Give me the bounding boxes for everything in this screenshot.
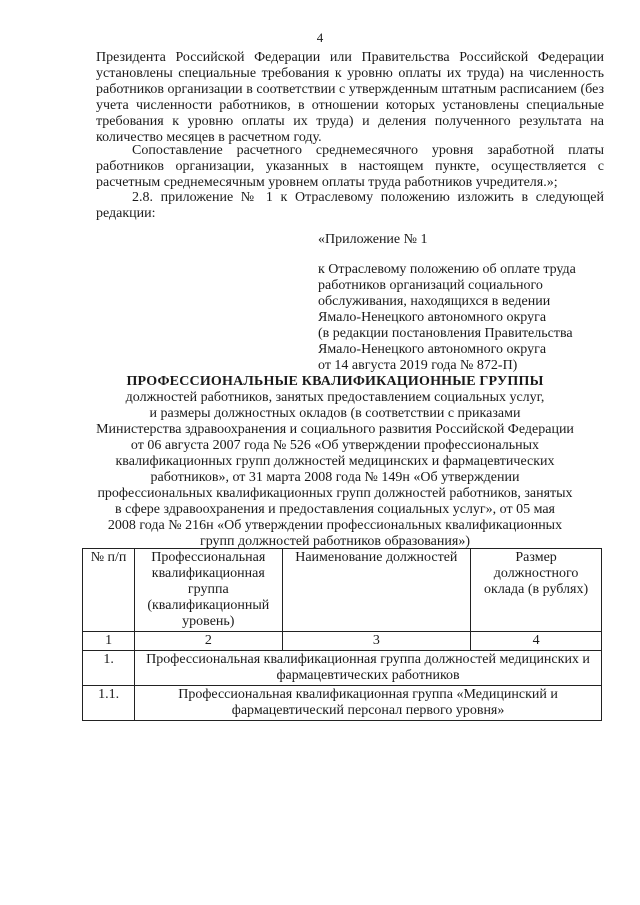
appendix-line: Ямало-Ненецкого автономного округа bbox=[318, 342, 547, 357]
section-heading bbox=[60, 374, 610, 550]
table-row bbox=[83, 686, 602, 721]
row-text: Профессиональная квалификационная группа «Медицинский и фармацевтический персонал первого уровня» bbox=[135, 686, 602, 721]
heading-line: групп должностей работников образования») bbox=[200, 534, 470, 549]
appendix-line: работников организаций социального bbox=[318, 278, 543, 293]
heading-line: от 06 августа 2007 года № 526 «Об утверждении профессиональных bbox=[130, 438, 540, 453]
table-index-row bbox=[83, 632, 602, 651]
body-paragraph-3 bbox=[96, 190, 604, 222]
row-num: 1. bbox=[83, 651, 135, 686]
header-name: Наименование должностей bbox=[282, 549, 471, 632]
page-number: 4 bbox=[316, 30, 324, 45]
heading-title: ПРОФЕССИОНАЛЬНЫЕ КВАЛИФИКАЦИОННЫЕ ГРУППЫ bbox=[126, 374, 544, 389]
header-group: Профессиональная квалификационная группа (квалификационный уровень) bbox=[135, 549, 282, 632]
paragraph-text: 2.8. приложение № 1 к Отраслевому положению изложить в следующей редакции: bbox=[96, 190, 604, 221]
heading-line: профессиональных квалификационных групп должностей работников, занятых bbox=[97, 486, 573, 501]
row-text: Профессиональная квалификационная группа должностей медицинских и фармацевтических работников bbox=[135, 651, 602, 686]
qualification-table bbox=[82, 548, 602, 721]
column-index: 3 bbox=[282, 632, 471, 651]
row-num: 1.1. bbox=[83, 686, 135, 721]
table-row bbox=[83, 651, 602, 686]
heading-line: Министерства здравоохранения и социального развития Российской Федерации bbox=[96, 422, 574, 437]
heading-line: в сфере здравоохранения и предоставления социальных услуг», от 05 мая bbox=[115, 502, 555, 517]
paragraph-text: Президента Российской Федерации или Правительства Российской Федерации установлены специальные требования к уровню оплаты их труда) на численность работников организации в соответствии с утвержденным штатным расписанием (без учета численности работников, в отношении которых установлены специальные требования к уровню оплаты их труда) и деления полученного результата на количество месяцев в расчетном году. bbox=[96, 50, 604, 145]
header-num: № п/п bbox=[83, 549, 135, 632]
column-index: 2 bbox=[135, 632, 282, 651]
heading-line: должностей работников, занятых предоставлением социальных услуг, bbox=[125, 390, 545, 405]
body-paragraph-2 bbox=[96, 143, 604, 191]
column-index: 1 bbox=[83, 632, 135, 651]
header-salary: Размер должностного оклада (в рублях) bbox=[471, 549, 602, 632]
appendix-block bbox=[318, 262, 618, 374]
body-paragraph-1 bbox=[96, 50, 604, 146]
column-index: 4 bbox=[471, 632, 602, 651]
appendix-line: обслуживания, находящихся в ведении bbox=[318, 294, 551, 309]
heading-line: квалификационных групп должностей медицинских и фармацевтических bbox=[115, 454, 555, 469]
appendix-line: от 14 августа 2019 года № 872-П) bbox=[318, 358, 518, 373]
appendix-title: «Приложение № 1 bbox=[318, 232, 428, 247]
appendix-line: (в редакции постановления Правительства bbox=[318, 326, 573, 341]
heading-line: и размеры должностных окладов (в соответствии с приказами bbox=[149, 406, 521, 421]
paragraph-text: Сопоставление расчетного среднемесячного уровня заработной платы работников организации, указанных в настоящем пункте, осуществляется с расчетным среднемесячным уровнем оплаты труда работников учредителя.»; bbox=[96, 143, 604, 190]
table-header-row bbox=[83, 549, 602, 632]
heading-line: работников», от 31 марта 2008 года № 149н «Об утверждении bbox=[150, 470, 520, 485]
heading-line: 2008 года № 216н «Об утверждении профессиональных квалификационных bbox=[107, 518, 563, 533]
appendix-line: к Отраслевому положению об оплате труда bbox=[318, 262, 576, 277]
appendix-line: Ямало-Ненецкого автономного округа bbox=[318, 310, 547, 325]
